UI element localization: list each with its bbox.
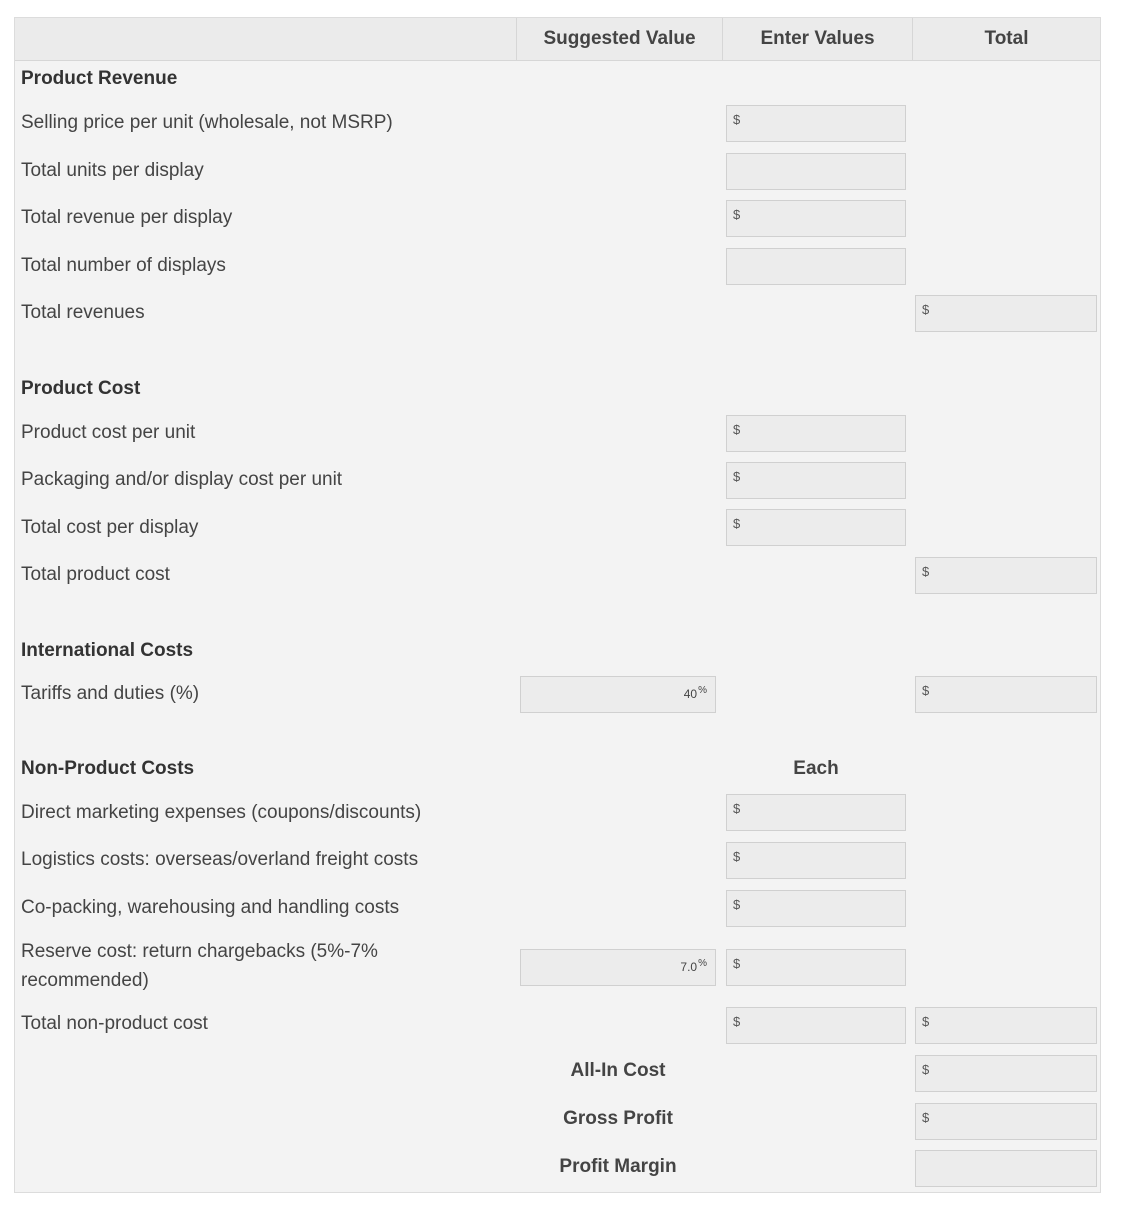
- currency-symbol: $: [733, 956, 741, 971]
- currency-symbol: $: [733, 422, 741, 437]
- label-total-product-cost: Total product cost: [21, 564, 170, 585]
- all-in-cost-label: All-In Cost: [570, 1060, 666, 1081]
- reserve-cost-input[interactable]: [726, 949, 906, 986]
- label-number-of-displays: Total number of displays: [21, 255, 226, 276]
- label-copacking: Co-packing, warehousing and handling costs: [21, 897, 400, 918]
- profit-margin-field: [915, 1150, 1097, 1187]
- tariffs-suggested-field: [520, 676, 716, 713]
- label-selling-price: Selling price per unit (wholesale, not MSRP): [21, 112, 393, 133]
- total-product-cost-field: [915, 557, 1097, 594]
- section-product-revenue: Product Revenue: [21, 68, 178, 89]
- header-enter-values: Enter Values: [722, 18, 912, 60]
- currency-symbol: $: [733, 897, 741, 912]
- header-suggested-value: Suggested Value: [516, 18, 722, 60]
- profit-calculator-table: [14, 17, 1101, 1193]
- currency-symbol: $: [733, 207, 741, 222]
- currency-symbol: $: [922, 683, 930, 698]
- currency-symbol: $: [922, 564, 930, 579]
- reserve-suggested-value: 7.0: [680, 960, 698, 974]
- gross-profit-field: [915, 1103, 1097, 1140]
- section-international-costs: International Costs: [21, 640, 194, 661]
- logistics-input[interactable]: [726, 842, 906, 879]
- currency-symbol: $: [733, 469, 741, 484]
- total-non-product-each-field: [726, 1007, 906, 1044]
- all-in-cost-field: [915, 1055, 1097, 1092]
- selling-price-input[interactable]: [726, 105, 906, 142]
- currency-symbol: $: [922, 1110, 930, 1125]
- percent-sign: %: [698, 685, 707, 696]
- reserve-suggested-field: [520, 949, 716, 986]
- table-header: [15, 18, 1100, 61]
- gross-profit-label: Gross Profit: [563, 1108, 673, 1129]
- currency-symbol: $: [733, 112, 741, 127]
- section-product-cost: Product Cost: [21, 378, 141, 399]
- percent-sign: %: [698, 958, 707, 969]
- product-cost-per-unit-input[interactable]: [726, 415, 906, 452]
- tariffs-suggested-value: 40: [683, 687, 698, 701]
- currency-symbol: $: [733, 516, 741, 531]
- label-revenue-per-display: Total revenue per display: [21, 207, 233, 228]
- profit-margin-label: Profit Margin: [559, 1156, 677, 1177]
- label-reserve-cost-line1: Reserve cost: return chargebacks (5%-7%: [21, 941, 378, 962]
- total-non-product-total-field: [915, 1007, 1097, 1044]
- currency-symbol: $: [733, 801, 741, 816]
- each-column-label: Each: [793, 758, 839, 779]
- copacking-input[interactable]: [726, 890, 906, 927]
- currency-symbol: $: [733, 1014, 741, 1029]
- header-blank-cell: [15, 18, 516, 60]
- total-revenues-field: [915, 295, 1097, 332]
- currency-symbol: $: [922, 1062, 930, 1077]
- label-reserve-cost-line2: recommended): [21, 970, 149, 991]
- packaging-cost-per-unit-input[interactable]: [726, 462, 906, 499]
- currency-symbol: $: [733, 849, 741, 864]
- section-non-product-costs: Non-Product Costs: [21, 758, 195, 779]
- tariffs-total-field: [915, 676, 1097, 713]
- units-per-display-input[interactable]: [726, 153, 906, 190]
- label-product-cost-per-unit: Product cost per unit: [21, 422, 196, 443]
- header-total: Total: [912, 18, 1100, 60]
- label-packaging-cost-per-unit: Packaging and/or display cost per unit: [21, 469, 343, 490]
- revenue-per-display-field: [726, 200, 906, 237]
- label-logistics: Logistics costs: overseas/overland freight costs: [21, 849, 419, 870]
- cost-per-display-field: [726, 509, 906, 546]
- currency-symbol: $: [922, 1014, 930, 1029]
- label-cost-per-display: Total cost per display: [21, 517, 199, 538]
- label-total-revenues: Total revenues: [21, 302, 145, 323]
- direct-marketing-input[interactable]: [726, 794, 906, 831]
- label-units-per-display: Total units per display: [21, 160, 204, 181]
- number-of-displays-input[interactable]: [726, 248, 906, 285]
- label-direct-marketing: Direct marketing expenses (coupons/discounts): [21, 802, 422, 823]
- label-tariffs: Tariffs and duties (%): [21, 683, 200, 704]
- currency-symbol: $: [922, 302, 930, 317]
- label-total-non-product-cost: Total non-product cost: [21, 1013, 208, 1034]
